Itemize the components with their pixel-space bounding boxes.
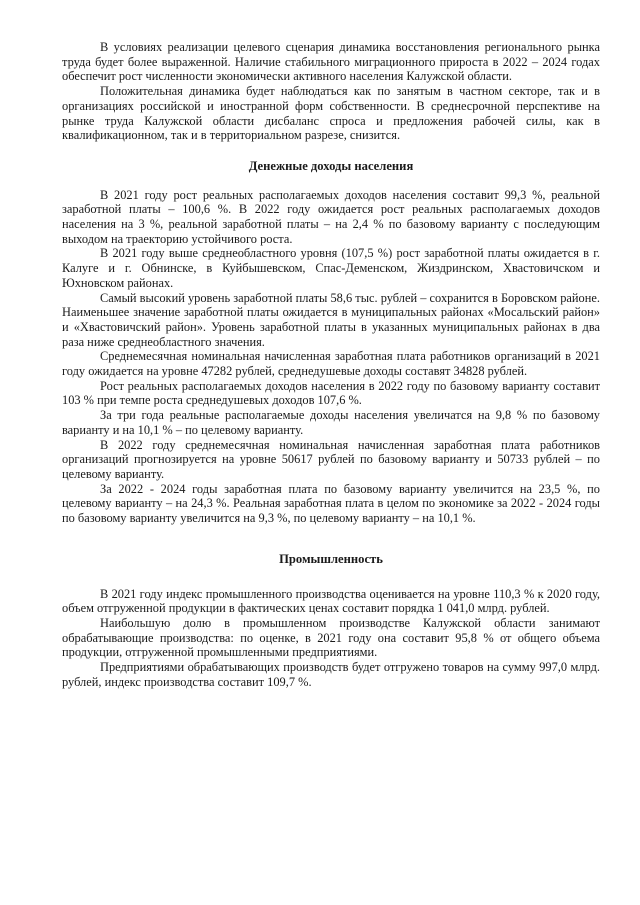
industry-paragraph-1: В 2021 году индекс промышленного производства оценивается на уровне 110,3 % к 2020 году, объем отгруженной продукции в фактических ценах составит порядка 1 041,0 млрд. рублей.: [62, 586, 600, 616]
industry-paragraph-3: Предприятиями обрабатывающих производств будет отгружено товаров на сумму 997,0 млрд. рублей, индекс производства составит 109,7 %.: [62, 660, 600, 689]
industry-paragraph-2: Наибольшую долю в промышленном производстве Калужской области занимают обрабатывающие производства: по оценке, в 2021 году она составит 95,8 % от общего объема продукции, отгруженной промышленными предприятиями.: [62, 615, 600, 660]
income-paragraph-6: За три года реальные располагаемые доходы населения увеличатся на 9,8 % по базовому варианту и на 10,1 % – по целевому варианту.: [62, 408, 600, 437]
income-paragraph-8: За 2022 - 2024 годы заработная плата по базовому варианту увеличится на 23,5 %, по целевому варианту – на 24,3 %. Реальная заработная плата в целом по экономике за 2022 - 2024 годы по базовому варианту увеличится на 9,3 %, по целевому варианту – на 10,1 %.: [62, 481, 600, 526]
income-paragraph-2: В 2021 году выше среднеобластного уровня (107,5 %) рост заработной платы ожидается в г. Калуге и г. Обнинске, в Куйбышевском, Спас-Деменском, Жиздринском, Хвастовичском и Юхновском районах.: [62, 246, 600, 290]
income-paragraph-7: В 2022 году среднемесячная номинальная начисленная заработная плата работников организаций прогнозируется на уровне 50617 рублей по базовому варианту и 50733 рублей – по целевому варианту.: [62, 437, 600, 481]
industry-section-heading: Промышленность: [279, 551, 383, 566]
income-paragraph-5: Рост реальных располагаемых доходов населения в 2022 году по базовому варианту составит 103 % при темпе роста среднедушевых доходов 107,6 %.: [62, 378, 600, 408]
income-section-heading: Денежные доходы населения: [248, 158, 414, 173]
income-paragraph-4: Среднемесячная номинальная начисленная заработная плата работников организаций в 2021 году ожидается на уровне 47282 рублей, среднедушевые доходы составят 34828 рублей.: [62, 349, 600, 379]
document-page: [62, 40, 600, 689]
intro-paragraph-2: Положительная динамика будет наблюдаться как по занятым в частном секторе, так и в организациях российской и иностранной форм собственности. В среднесрочной перспективе на рынке труда Калужской области дисбаланс спроса и предложения рабочей силы, как в квалификационном, так и в территориальном разрезе, снизится.: [62, 84, 600, 143]
income-paragraph-1: В 2021 году рост реальных располагаемых доходов населения составит 99,3 %, реальной заработной платы – 100,6 %. В 2022 году ожидается рост реальных располагаемых доходов населения на 3 %, реальной заработной платы – на 2,4 % по базовому варианту с последующим выходом на траекторию устойчивого роста.: [62, 187, 600, 246]
income-paragraph-3: Самый высокий уровень заработной платы 58,6 тыс. рублей – сохранится в Боровском районе. Наименьшее значение заработной платы ожидается в муниципальных районах «Мосальский район» и «Хвастовичский район». Уровень заработной платы в указанных муниципальных районах в два раза ниже среднеобластного значения.: [62, 290, 600, 349]
intro-paragraph-1: В условиях реализации целевого сценария динамика восстановления регионального рынка труда будет более выраженной. Наличие стабильного миграционного прироста в 2022 – 2024 годах обеспечит рост численности экономически активного населения Калужской области.: [62, 40, 600, 84]
